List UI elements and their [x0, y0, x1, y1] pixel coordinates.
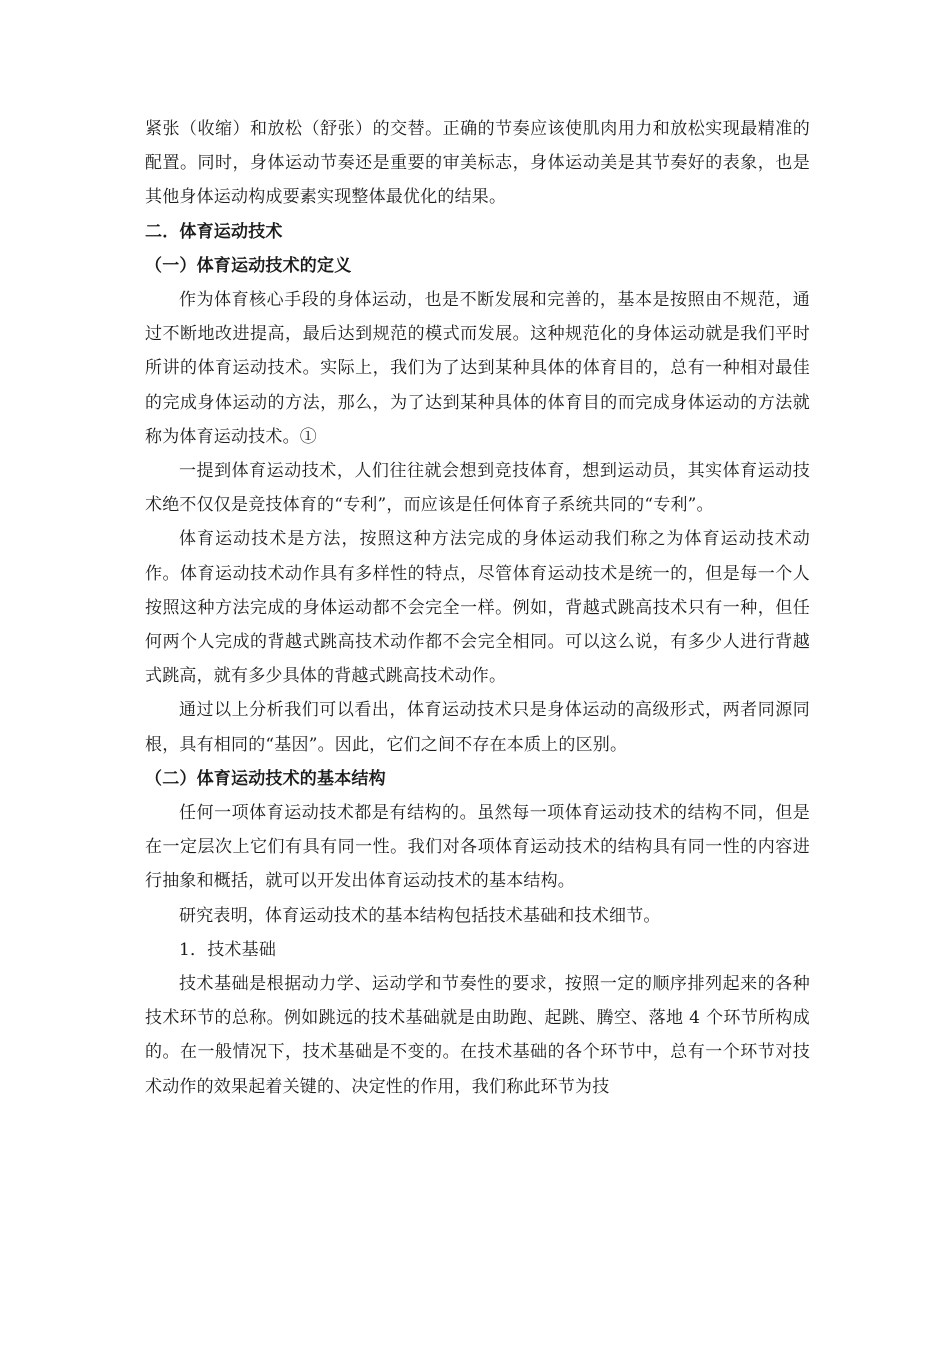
paragraph-research: 研究表明，体育运动技术的基本结构包括技术基础和技术细节。: [179, 905, 661, 926]
paragraph-competitive-sports: 一提到体育运动技术，人们往往就会想到竞技体育，想到运动员，其实体育运动技术绝不仅仅是竞技体育的“专利”，而应该是任何体育子系统共同的“专利”。: [145, 461, 810, 516]
subsection-heading-structure: （二）体育运动技术的基本结构: [145, 768, 386, 789]
list-heading-technical-basis: 1．技术基础: [179, 939, 277, 960]
paragraph-rhythm-continuation: 紧张（收缩）和放松（舒张）的交替。正确的节奏应该使肌肉用力和放松实现最精准的配置。同时，身体运动节奏还是重要的审美标志，身体运动美是其节奏好的表象，也是其他身体运动构成要素实现整体最优化的结果。: [145, 119, 810, 208]
paragraph-analysis: 通过以上分析我们可以看出，体育运动技术只是身体运动的高级形式，两者同源同根，具有相同的“基因”。因此，它们之间不存在本质上的区别。: [145, 700, 810, 755]
paragraph-structure: 任何一项体育运动技术都是有结构的。虽然每一项体育运动技术的结构不同，但是在一定层次上它们有具有同一性。我们对各项体育运动技术的结构具有同一性的内容进行抽象和概括，就可以开发出体育运动技术的基本结构。: [145, 803, 810, 892]
paragraph-definition: 作为体育核心手段的身体运动，也是不断发展和完善的，基本是按照由不规范，通过不断地改进提高，最后达到规范的模式而发展。这种规范化的身体运动就是我们平时所讲的体育运动技术。实际上，我们为了达到某种具体的体育目的，总有一种相对最佳的完成身体运动的方法，那么，为了达到某种具体的体育目的而完成身体运动的方法就称为体育运动技术。①: [145, 290, 810, 447]
paragraph-technique-action: 体育运动技术是方法，按照这种方法完成的身体运动我们称之为体育运动技术动作。体育运动技术动作具有多样性的特点，尽管体育运动技术是统一的，但是每一个人按照这种方法完成的身体运动都不会完全一样。例如，背越式跳高技术只有一种，但任何两个人完成的背越式跳高技术动作都不会完全相同。可以这么说，有多少人进行背越式跳高，就有多少具体的背越式跳高技术动作。: [145, 529, 810, 687]
page-body: [145, 112, 810, 1104]
paragraph-technical-basis: 技术基础是根据动力学、运动学和节奏性的要求，按照一定的顺序排列起来的各种技术环节的总称。例如跳远的技术基础就是由助跑、起跳、腾空、落地 4 个环节所构成的。在一般情况下，技术基础是不变的。在技术基础的各个环节中，总有一个环节对技术动作的效果起着关键的、决定性的作用，我们称此环节为技: [145, 974, 810, 1097]
section-heading: 二．体育运动技术: [145, 221, 283, 242]
subsection-heading-definition: （一）体育运动技术的定义: [145, 255, 352, 276]
